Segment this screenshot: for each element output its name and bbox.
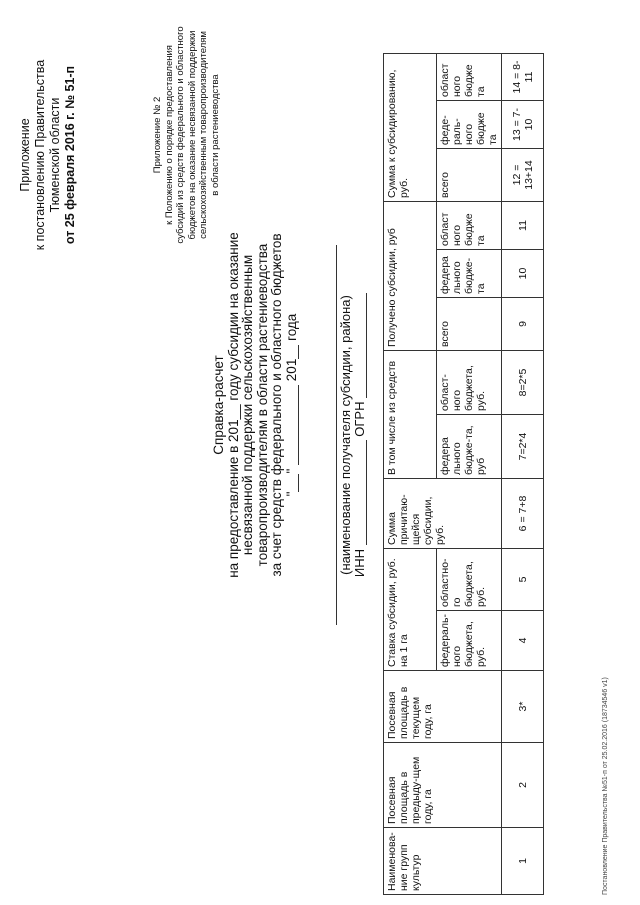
col-number-13: 13 = 7-10 <box>502 101 544 149</box>
title-date-line: "" 201 года <box>283 313 299 497</box>
col-number-10: 10 <box>502 250 544 298</box>
header-incl-federal: федера льного бюдже-та, руб <box>437 415 502 479</box>
appendix-line-3: Тюменской области <box>48 97 62 213</box>
header-rate: Ставка субсидии, руб. на 1 га <box>384 549 437 671</box>
header-pay-regional: област ного бюдже та <box>437 54 502 101</box>
col-number-5: 5 <box>502 549 544 611</box>
appendix-line-1: Приложение <box>18 118 32 192</box>
appendix-heading <box>18 5 78 305</box>
header-pay-total: всего <box>437 149 502 202</box>
header-area-current: Посевная площадь в текущем году, га <box>384 671 502 743</box>
document-title <box>212 105 299 705</box>
ogrn-label: ОГРН <box>352 401 367 437</box>
column-number-row <box>502 54 544 895</box>
footer-note: Постановление Правительства №51-п от 25.02.2016 (18734546 v1) <box>602 677 609 895</box>
position-note <box>152 5 221 265</box>
col-number-4: 4 <box>502 611 544 671</box>
header-rate-federal: федераль-ного бюджета, руб. <box>437 611 502 671</box>
header-crop-groups: Наименова-ние групп культур <box>384 828 502 895</box>
header-to-pay: Сумма к субсидированию, руб. <box>384 54 437 202</box>
position-note-line-5: сельскохозяйственным товаропроизводителям <box>198 31 209 239</box>
col-number-2: 2 <box>502 743 544 828</box>
title-line-2: на предоставление в 201__ году субсидии на оказание <box>225 232 241 578</box>
recipient-block <box>336 275 367 595</box>
title-line-1: Справка-расчет <box>211 355 226 455</box>
header-received-regional: област ного бюдже та <box>437 202 502 250</box>
calculation-table <box>383 53 544 895</box>
header-received: Получено субсидии, руб <box>384 202 437 351</box>
appendix-line-2: к постановлению Правительства <box>33 59 47 251</box>
inn-ogrn-line <box>353 275 367 595</box>
title-line-5: за счет средств федерального и областного бюджетов <box>269 233 284 577</box>
position-note-line-2: к Положению о порядке предоставления <box>163 45 175 225</box>
col-number-6: 6 = 7+8 <box>502 479 544 549</box>
col-number-12: 12 = 13+14 <box>502 149 544 202</box>
col-number-7: 7=2*4 <box>502 415 544 479</box>
col-number-9: 9 <box>502 298 544 351</box>
header-rate-regional: областно-го бюджета, руб. <box>437 549 502 611</box>
col-number-3: 3* <box>502 671 544 743</box>
col-number-1: 1 <box>502 828 544 895</box>
appendix-date-number: от 25 февраля 2016 г. № 51-п <box>63 65 77 245</box>
position-note-line-4: бюджетов на оказание несвязанной поддержки <box>186 30 198 240</box>
position-note-line-1: Приложение № 2 <box>152 96 163 174</box>
inn-label: ИНН <box>352 548 367 578</box>
header-pay-federal: феде-раль-ного бюдже та <box>437 101 502 149</box>
header-received-total: всего <box>437 298 502 351</box>
position-note-line-3: субсидий из средств федерального и областного <box>175 26 186 244</box>
title-line-4: товаропроизводителям в области растениеводства <box>254 243 270 567</box>
col-number-14: 14 = 8-11 <box>502 54 544 101</box>
header-incl-regional: област-ного бюджета, руб. <box>437 351 502 415</box>
title-line-3: несвязанной поддержки сельскохозяйственным <box>240 254 255 556</box>
header-received-federal: федера льного бюдже-та <box>437 250 502 298</box>
recipient-label: (наименование получателя субсидии, района) <box>336 245 353 625</box>
col-number-8: 8=2*5 <box>502 351 544 415</box>
header-area-previous: Посевная площадь в предыду-щем году, га <box>384 743 502 828</box>
header-sum-due: Сумма причитаю-щейся субсидии, руб. <box>384 479 502 549</box>
position-note-line-6: в области растениеводства <box>209 74 221 196</box>
col-number-11: 11 <box>502 202 544 250</box>
header-including-sources: В том числе из средств <box>384 351 437 479</box>
